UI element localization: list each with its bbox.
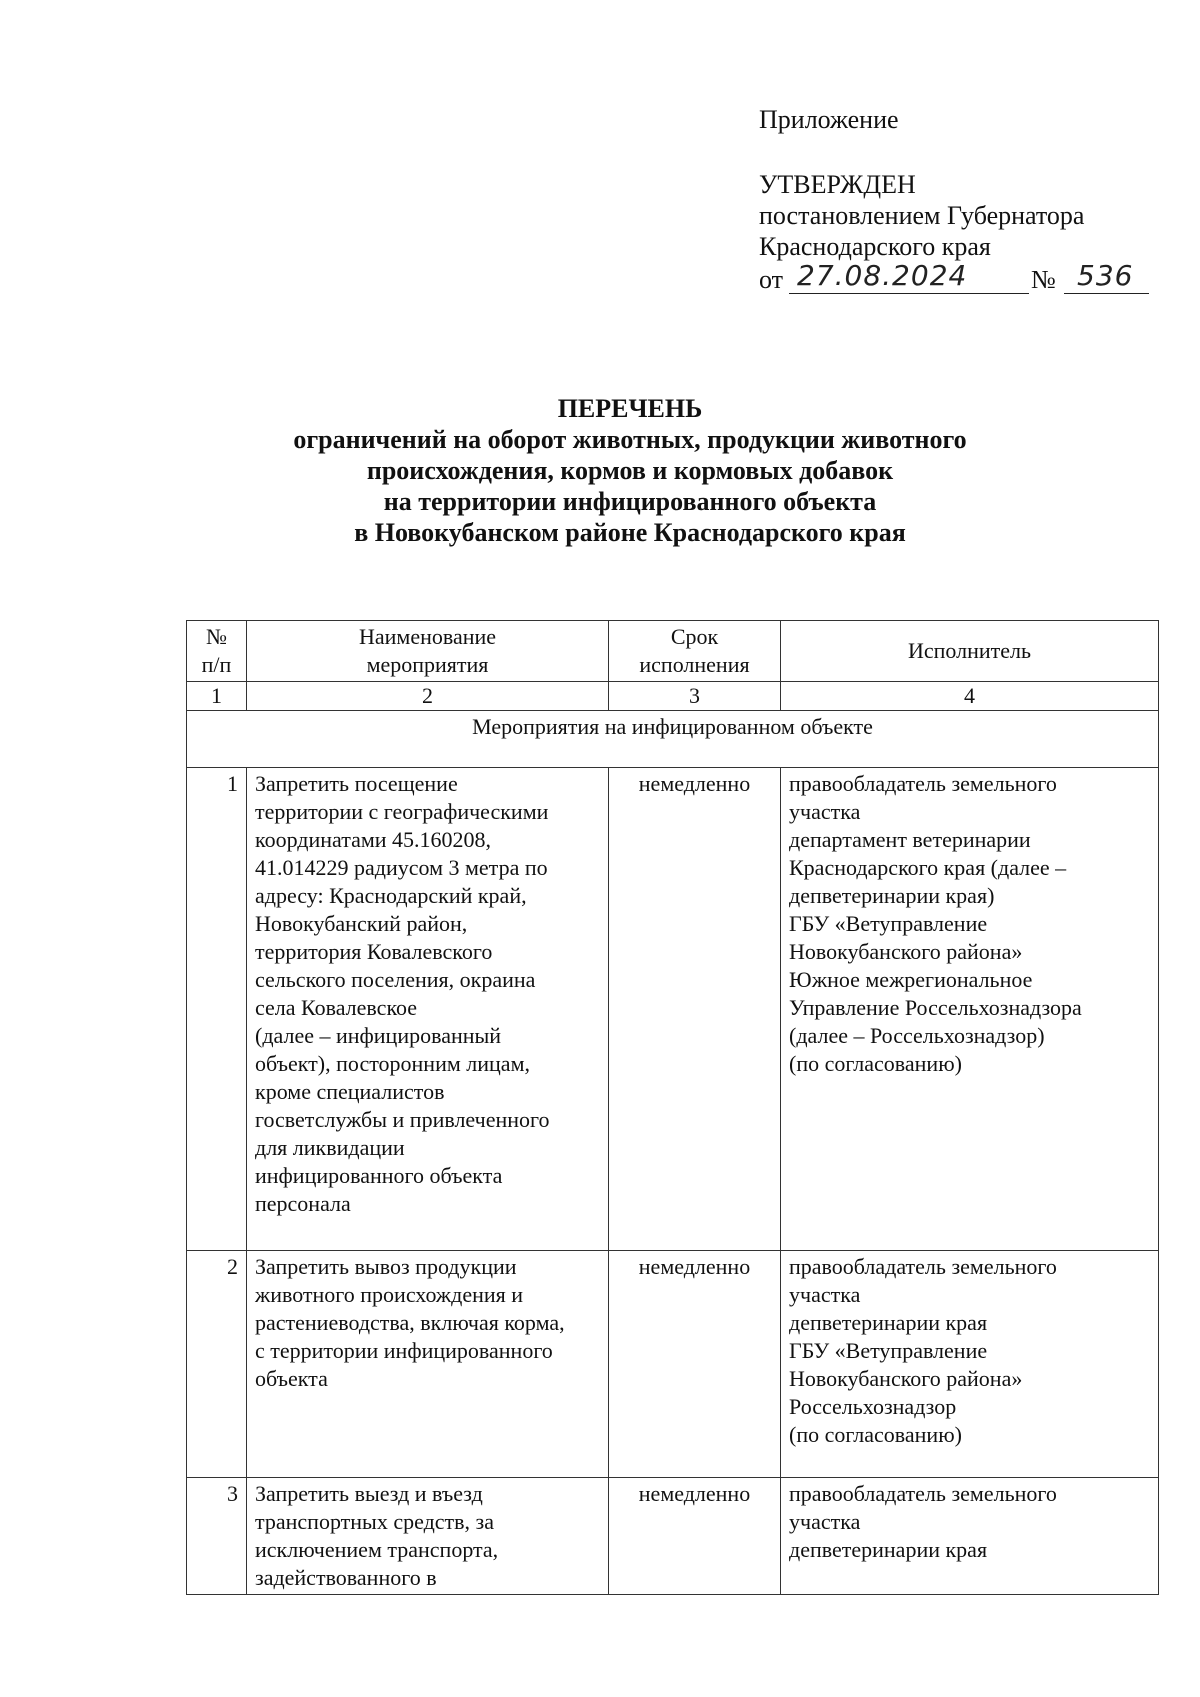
approved-label: УТВЕРЖДЕН (759, 170, 916, 199)
date-underline (789, 293, 1029, 294)
date-number-line (759, 259, 1159, 296)
row-number: 1 (187, 768, 247, 1251)
row-executor: правообладатель земельного участка депветеринарии края ГБУ «Ветуправление Новокубанского района» Россельхознадзор (по согласованию) (781, 1251, 1159, 1478)
title-line: на территории инфицированного объекта (383, 487, 877, 516)
measures-table (186, 620, 1159, 1595)
column-index-row (187, 682, 1159, 711)
row-measure: Запретить вывоз продукции животного происхождения и растениеводства, включая корма, с территории инфицированного объекта (247, 1251, 609, 1478)
table-header-row (187, 621, 1159, 682)
row-measure: Запретить посещение территории с географическими координатами 45.160208, 41.014229 радиусом 3 метра по адресу: Краснодарский край, Новокубанский район, территория Ковалевского сельского поселения, окраина села Ковалевское (далее – инфицированный объект), посторонним лицам, кроме специалистов госветслужбы и привлеченного для ликвидации инфицированного объекта персонала (247, 768, 609, 1251)
handwritten-number: 536 (1077, 259, 1134, 292)
table-row (187, 1478, 1159, 1595)
table-row (187, 1251, 1159, 1478)
approval-line-1: постановлением Губернатора (759, 201, 1085, 230)
header-measure: Наименование мероприятия (247, 621, 609, 682)
column-index: 2 (247, 682, 609, 711)
row-term: немедленно (609, 1251, 781, 1478)
header-executor: Исполнитель (781, 621, 1159, 682)
approval-block (759, 104, 1159, 296)
number-underline (1064, 293, 1149, 294)
number-prefix: № (1031, 265, 1056, 294)
title-line: ограничений на оборот животных, продукции животного (293, 425, 967, 454)
row-measure: Запретить выезд и въезд транспортных средств, за исключением транспорта, задействованного в (247, 1478, 609, 1595)
appendix-label: Приложение (759, 105, 899, 134)
row-number: 3 (187, 1478, 247, 1595)
table-row (187, 768, 1159, 1251)
header-term: Срок исполнения (609, 621, 781, 682)
row-term: немедленно (609, 1478, 781, 1595)
row-executor: правообладатель земельного участка депветеринарии края (781, 1478, 1159, 1595)
header-number: № п/п (187, 621, 247, 682)
approval-line-2: Краснодарского края (759, 232, 991, 261)
document-title (180, 393, 1080, 548)
handwritten-date: 27.08.2024 (797, 259, 968, 292)
column-index: 3 (609, 682, 781, 711)
section-title: Мероприятия на инфицированном объекте (187, 711, 1159, 768)
row-executor: правообладатель земельного участка департамент ветеринарии Краснодарского края (далее – депветеринарии края) ГБУ «Ветуправление Новокубанского района» Южное межрегиональное Управление Россельхознадзора (далее – Россельхознадзор) (по согласованию) (781, 768, 1159, 1251)
title-line: в Новокубанском районе Краснодарского края (354, 518, 906, 547)
section-row (187, 711, 1159, 768)
row-number: 2 (187, 1251, 247, 1478)
row-term: немедленно (609, 768, 781, 1251)
title-line: происхождения, кормов и кормовых добавок (366, 456, 894, 485)
column-index: 4 (781, 682, 1159, 711)
title-heading: ПЕРЕЧЕНЬ (557, 394, 703, 423)
date-prefix: от (759, 265, 784, 294)
column-index: 1 (187, 682, 247, 711)
